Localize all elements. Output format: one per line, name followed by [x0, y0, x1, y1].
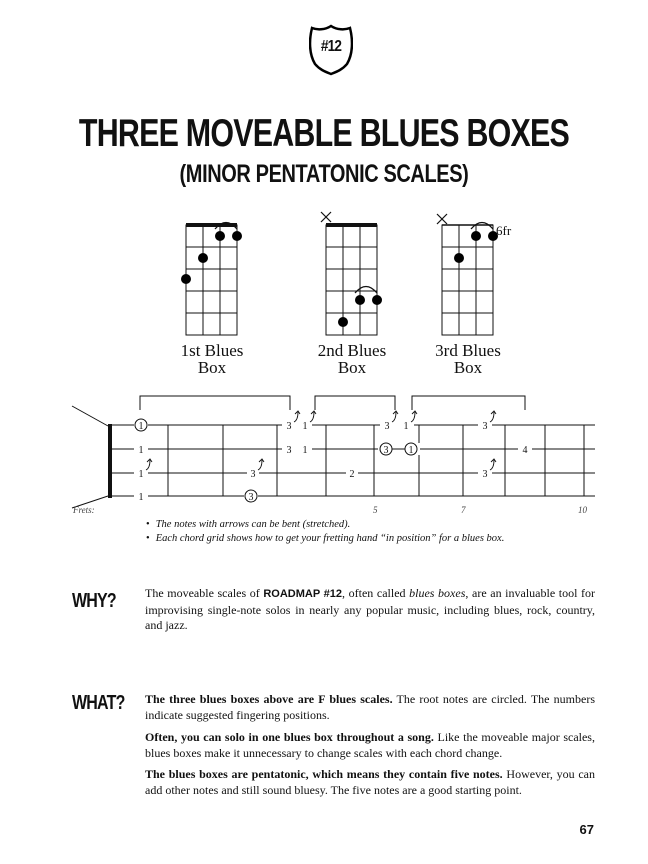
roadmap-badge: [309, 24, 353, 76]
what-bold: Often, you can solo in one blues box throughout a song.: [145, 730, 434, 744]
chord-grid-1st-box: [186, 223, 237, 336]
box-label-line2: Box: [453, 358, 483, 377]
frets-label: Frets:: [73, 505, 95, 515]
why-paragraph: [145, 586, 595, 634]
why-text: , often called: [342, 586, 410, 600]
box-label-line2: Box: [197, 358, 227, 377]
why-text: , are an invaluable tool for improvising single-note solos in nearly any popular music, including blues, rock, country, and jazz.: [145, 586, 596, 632]
fret-note: 1: [302, 421, 308, 432]
why-heading: WHY?: [72, 590, 116, 612]
fret-note: 3: [482, 469, 488, 480]
what-text: However, you can add other notes and still sound bluesy. The five notes are a good starting point.: [145, 767, 596, 797]
fret-note: 1: [138, 421, 144, 432]
fret-note: 1: [138, 492, 144, 503]
what-text: The root notes are circled. The numbers indicate suggested fingering positions.: [145, 692, 596, 722]
chord-grid-2nd-box: [321, 212, 377, 335]
page-number: 67: [579, 822, 594, 837]
fret-note: 3: [482, 421, 488, 432]
chord-grids: [170, 205, 610, 340]
box-label-line1: 2nd Blues: [317, 341, 387, 360]
box-bracket-2nd: [315, 396, 395, 410]
bend-arrows: [146, 411, 496, 470]
fret-note: 2: [349, 469, 355, 480]
what-paragraph-1: [145, 692, 595, 723]
box-label-line2: Box: [337, 358, 367, 377]
badge-label: #12: [320, 38, 342, 55]
box-label-line1: 1st Blues: [180, 341, 244, 360]
box-label-1st: [157, 342, 267, 376]
fret-note: 3: [286, 445, 292, 456]
why-italic: blues boxes: [409, 586, 466, 600]
notes-list: [146, 518, 504, 546]
box-bracket-3rd: [412, 396, 525, 410]
fret-note: 3: [383, 445, 389, 456]
what-bold: The blues boxes are pentatonic, which means they contain five notes.: [145, 767, 503, 781]
page-title: THREE MOVEABLE BLUES BOXES: [78, 112, 570, 155]
what-bold: The three blues boxes above are F blues scales.: [145, 692, 393, 706]
box-label-line1: 3rd Blues: [435, 341, 501, 360]
fret-note: 1: [408, 445, 414, 456]
fret-note: 4: [522, 445, 528, 456]
fret-note: 1: [403, 421, 409, 432]
roadmap-ref: ROADMAP #12: [263, 588, 343, 600]
fret-note: 1: [138, 469, 144, 480]
box-label-3rd: [413, 342, 523, 376]
fret-number-10: 10: [578, 505, 587, 515]
chord-grid-3rd-box: [437, 214, 493, 335]
fret-note: 3: [248, 492, 254, 503]
what-paragraph-2: [145, 730, 595, 761]
what-paragraph-3: [145, 767, 595, 798]
fret-note: 1: [138, 445, 144, 456]
fret-note: 3: [286, 421, 292, 432]
box-label-2nd: [297, 342, 407, 376]
note-bullet: • Each chord grid shows how to get your fretting hand “in position” for a blues box.: [146, 532, 504, 546]
fret-note: 1: [302, 445, 308, 456]
what-text: Like the moveable major scales, blues boxes make it unnecessary to change scales with each chord change.: [145, 730, 595, 760]
fretboard-diagram: [60, 388, 600, 520]
note-bullet: • The notes with arrows can be bent (stretched).: [146, 518, 504, 532]
fret-number-7: 7: [461, 505, 466, 515]
fret-position-marker: 6fr: [496, 223, 512, 238]
why-text: The moveable scales of: [145, 586, 264, 600]
page-subtitle: (MINOR PENTATONIC SCALES): [179, 160, 469, 188]
fret-number-5: 5: [373, 505, 378, 515]
fret-note: 3: [384, 421, 390, 432]
what-heading: WHAT?: [72, 692, 125, 714]
fret-note: 3: [250, 469, 256, 480]
box-bracket-1st: [140, 396, 290, 410]
